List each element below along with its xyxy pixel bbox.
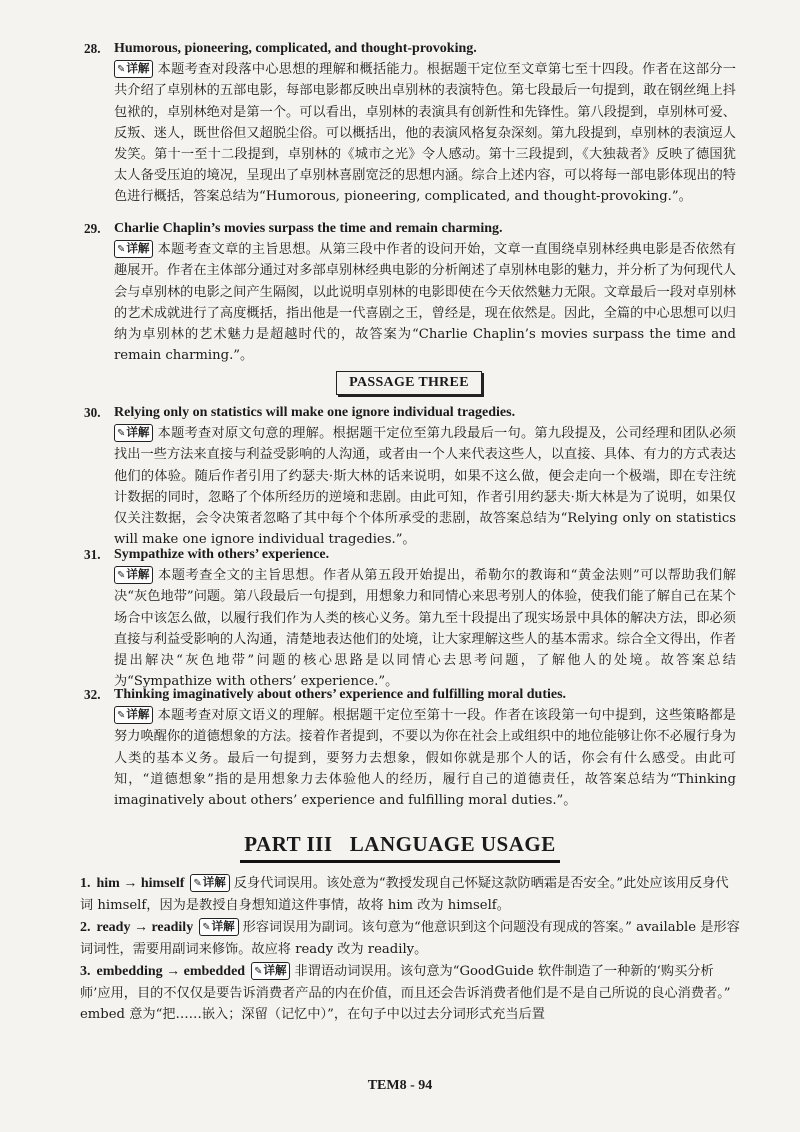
answer-item-28 bbox=[84, 38, 736, 208]
correction: embedding → embedded bbox=[96, 964, 246, 979]
usage-number: 3. bbox=[80, 964, 91, 979]
explanation-text: ✎详解 本题考查对原文句意的理解。根据题干定位至第九段最后一句。第九段提及，公司经理和团队必须找出一些方法来直接与利益受影响的人沟通，或者由一个人来代表这些人，以直接、具体、有力的方式表达他们的体验。随后作者引用了约瑟夫·斯大林的话来说明，如果不这么做，便会走向一个极端，即在专注统计数据的同时，忽略了个体所经历的逆境和悲剧。由此可知，作者引用约瑟夫·斯大林是为了说明，如果仅仅关注数据，会令决策者忽略了其中每个个体所承受的悲剧，故答案总结为“Relying only on statistics will make one ignore individual tragedies.”。 bbox=[114, 425, 736, 548]
answer-item-29 bbox=[84, 218, 736, 366]
part-heading: PART III LANGUAGE USAGE bbox=[244, 832, 556, 856]
pen-icon: ✎ bbox=[117, 428, 126, 440]
explanation-tag: ✎详解 bbox=[251, 962, 290, 980]
explanation-tag: ✎详解 bbox=[199, 918, 238, 936]
usage-number: 2. bbox=[80, 920, 91, 935]
item-number: 30. bbox=[84, 405, 101, 420]
pen-icon: ✎ bbox=[254, 966, 263, 977]
correction: ready → readily bbox=[96, 920, 194, 935]
item-number: 29. bbox=[84, 221, 101, 236]
explanation-text: 形容词误用为副词。该句意为“他意识到这个问题没有现成的答案。” available 是形容词词性，需要用副词来修饰。故应将 ready 改为 readily。 bbox=[80, 920, 740, 957]
explanation-text: 非谓语动词误用。该句意为“GoodGuide 软件制造了一种新的‘购买分析师’应用，目的不仅仅是要告诉消费者产品的内在价值，而且还会告诉消费者他们是不是自己所说的良心消费者。” embed 意为“把……嵌入；深留（记忆中）”，在句子中以过去分词形式充当后置 bbox=[80, 964, 731, 1022]
section-title: PASSAGE THREE bbox=[336, 371, 482, 395]
explanation-text: ✎详解 本题考查全文的主旨思想。作者从第五段开始提出，希勒尔的教诲和“黄金法则”可以帮助我们解决“灰色地带”问题。第八段最后一句提到，用想象力和同情心来思考别人的体验，使我们能了解自己在某个场合中该怎么做，以履行我们作为人类的核心义务。第九至十段提出了现实场景中具体的解决方法，即必须直接与利益受影响的人沟通，清楚地表达他们的处境，让大家理解这些人的基本需求。综合全文得出，作者提出解决“灰色地带”问题的核心思路是以同情心去思考问题，了解他人的处境。故答案总结为“Sympathize with others’ experience.”。 bbox=[114, 567, 736, 690]
answer-item-30 bbox=[84, 402, 736, 550]
answer-title: Sympathize with others’ experience. bbox=[114, 547, 330, 562]
pen-icon: ✎ bbox=[117, 64, 126, 76]
explanation-text: 反身代词误用。该处意为“教授发现自己怀疑这款防晒霜是否安全。”此处应该用反身代词 himself，因为是教授自身想知道这件事情，故将 him 改为 himself。 bbox=[80, 876, 729, 913]
explanation-tag: ✎详解 bbox=[114, 424, 153, 442]
item-number: 31. bbox=[84, 547, 101, 562]
usage-number: 1. bbox=[80, 876, 91, 891]
explanation-tag: ✎详解 bbox=[114, 60, 153, 78]
pen-icon: ✎ bbox=[117, 710, 126, 722]
answer-title: Relying only on statistics will make one ignore individual tragedies. bbox=[114, 405, 516, 420]
pen-icon: ✎ bbox=[193, 878, 202, 889]
answer-title: Charlie Chaplin’s movies surpass the time and remain charming. bbox=[114, 221, 503, 236]
usage-item-1 bbox=[80, 873, 740, 916]
pen-icon: ✎ bbox=[202, 922, 211, 933]
correction: him → himself bbox=[96, 876, 185, 891]
pen-icon: ✎ bbox=[117, 244, 126, 256]
usage-item-3 bbox=[80, 961, 740, 1026]
answer-title: Thinking imaginatively about others’ experience and fulfilling moral duties. bbox=[114, 687, 567, 702]
explanation-tag: ✎详解 bbox=[114, 706, 153, 724]
explanation-text: ✎详解 本题考查对段落中心思想的理解和概括能力。根据题干定位至文章第七至十四段。作者在这部分一共介绍了卓别林的五部电影，每部电影都反映出卓别林的表演特色。第七段最后一句提到，敢在钢丝绳上抖包袱的，卓别林绝对是第一个。可以看出，卓别林的表演具有创新性和先锋性。第八段提到，卓别林可爱、反叛、迷人，既世俗但又超脱尘俗。可以概括出，他的表演风格复杂深刻。第九段提到，卓别林的表演逗人发笑。第十一至十二段提到，卓别林的《城市之光》令人感动。第十三段提到，《大独裁者》反映了德国犹太人备受压迫的境况，呈现出了卓别林喜剧宽泛的思想内涵。综合上述内容，可以将每一部电影体现出的特色进行概括，答案总结为“Humorous, pioneering, complicated, and thought-provoking.”。 bbox=[114, 61, 736, 205]
page-footer: TEM8 - 94 bbox=[367, 1078, 433, 1093]
answer-item-31 bbox=[84, 544, 736, 692]
explanation-tag: ✎详解 bbox=[114, 566, 153, 584]
answer-item-32 bbox=[84, 684, 736, 811]
answer-title: Humorous, pioneering, complicated, and thought-provoking. bbox=[114, 41, 477, 56]
explanation-tag: ✎详解 bbox=[114, 240, 153, 258]
explanation-text: ✎详解 本题考查对原文语义的理解。根据题干定位至第十一段。作者在该段第一句中提到，这些策略都是努力唤醒你的道德想象的方法。接着作者提到，不要以为你在社会上或组织中的地位能够让你不必履行身为人类的基本义务。最后一句提到，要努力去想象，假如你就是那个人的话，你会有什么感受。由此可知，“道德想象”指的是用想象力去体验他人的经历，履行自己的道德责任，故答案总结为“Thinking imaginatively about others’ experience and fulfilling moral duties.”。 bbox=[114, 707, 736, 809]
item-number: 28. bbox=[84, 41, 101, 56]
part-heading-underline bbox=[240, 860, 560, 863]
item-number: 32. bbox=[84, 687, 101, 702]
usage-item-2 bbox=[80, 917, 740, 960]
explanation-tag: ✎详解 bbox=[190, 874, 229, 892]
explanation-text: ✎详解 本题考查文章的主旨思想。从第三段中作者的设问开始，文章一直围绕卓别林经典电影是否依然有趣展开。作者在主体部分通过对多部卓别林经典电影的分析阐述了卓别林电影的魅力，并分析了为何现代人会与卓别林的电影之间产生隔阂，以此说明卓别林的电影即使在今天依然魅力无限。文章最后一段对卓别林的艺术成就进行了高度概括，指出他是一代喜剧之王，曾经是，现在依然是。因此，全篇的中心思想可以归纳为卓别林的艺术魅力是超越时代的，故答案为“Charlie Chaplin’s movies surpass the time and remain charming.”。 bbox=[114, 241, 736, 364]
pen-icon: ✎ bbox=[117, 570, 126, 582]
